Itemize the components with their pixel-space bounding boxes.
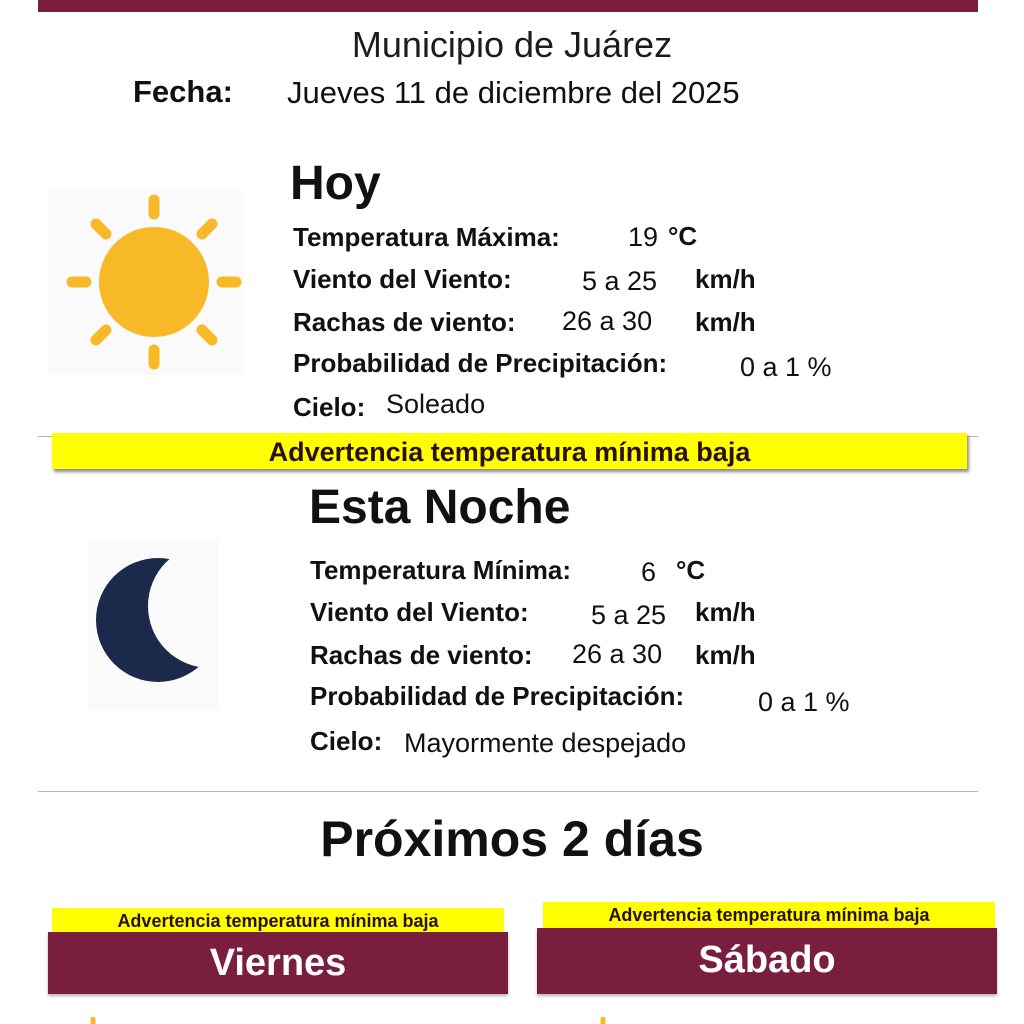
tonight-sky-value: Mayormente despejado xyxy=(404,728,687,758)
top-bar xyxy=(38,0,978,12)
today-gusts-unit: km/h xyxy=(695,307,756,337)
date-value: Jueves 11 de diciembre del 2025 xyxy=(287,75,740,110)
today-gusts-value: 26 a 30 xyxy=(562,306,653,336)
tonight-min-temp-unit: °C xyxy=(676,555,706,585)
tonight-precip-value: 0 a 1 % xyxy=(758,687,850,717)
tonight-gusts-unit: km/h xyxy=(695,640,756,670)
tonight-precip-label: Probabilidad de Precipitación: xyxy=(310,681,685,711)
friday-header: Viernes xyxy=(48,932,508,994)
friday-warning: Advertencia temperatura mínima baja xyxy=(52,908,504,934)
sun-icon xyxy=(48,190,244,375)
tonight-wind-unit: km/h xyxy=(695,597,756,627)
today-max-temp-value: 19 xyxy=(628,222,659,252)
municipality-title: Municipio de Juárez xyxy=(351,24,673,65)
saturday-header: Sábado xyxy=(537,928,997,994)
tonight-min-temp-label: Temperatura Mínima: xyxy=(310,555,572,585)
tonight-wind-label: Viento del Viento: xyxy=(310,597,529,627)
tonight-title: Esta Noche xyxy=(309,481,571,534)
today-max-temp-unit: °C xyxy=(668,221,698,251)
sun-icon xyxy=(588,1014,618,1024)
today-precip-value: 0 a 1 % xyxy=(740,352,832,382)
today-sky-label: Cielo: xyxy=(293,392,366,422)
tonight-sky-label: Cielo: xyxy=(310,726,383,756)
today-precip-label: Probabilidad de Precipitación: xyxy=(293,348,668,378)
today-wind-unit: km/h xyxy=(695,264,756,294)
today-gusts-label: Rachas de viento: xyxy=(293,307,516,337)
saturday-warning: Advertencia temperatura mínima baja xyxy=(543,902,995,928)
today-wind-label: Viento del Viento: xyxy=(293,264,512,294)
today-wind-value: 5 a 25 xyxy=(582,266,658,296)
sun-icon xyxy=(78,1014,108,1024)
date-label: Fecha: xyxy=(133,74,233,109)
tonight-gusts-value: 26 a 30 xyxy=(572,639,663,669)
today-max-temp-label: Temperatura Máxima: xyxy=(293,222,560,252)
today-title: Hoy xyxy=(290,157,381,210)
moon-icon xyxy=(88,540,218,710)
next-days-title: Próximos 2 días xyxy=(320,811,704,867)
tonight-gusts-label: Rachas de viento: xyxy=(310,640,533,670)
tonight-min-temp-value: 6 xyxy=(641,557,657,587)
warning-banner: Advertencia temperatura mínima baja xyxy=(52,433,967,469)
divider xyxy=(38,791,978,792)
tonight-wind-value: 5 a 25 xyxy=(591,600,667,630)
today-sky-value: Soleado xyxy=(386,389,486,419)
